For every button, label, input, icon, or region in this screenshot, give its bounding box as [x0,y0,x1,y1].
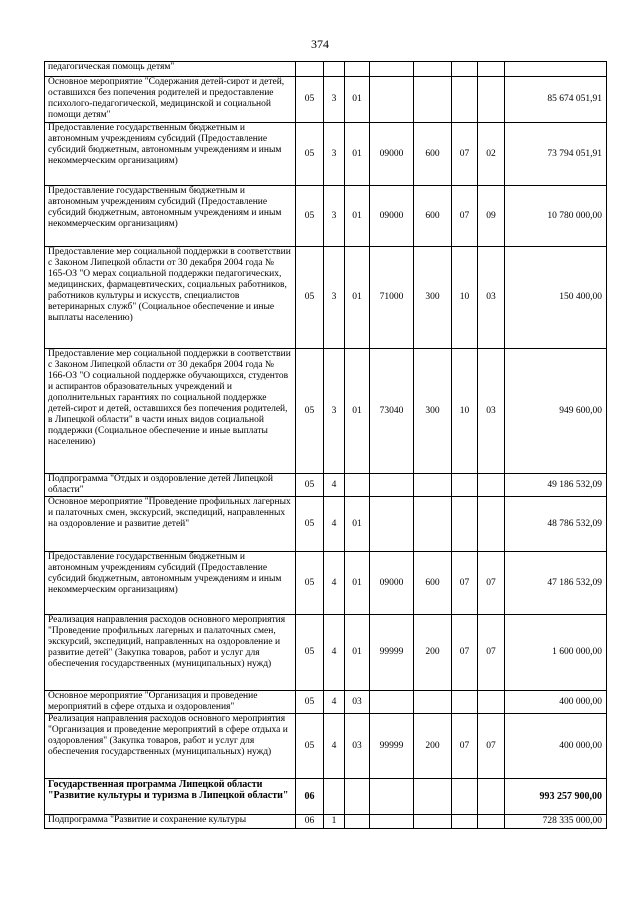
table-row [45,349,607,474]
subchapter-code [478,691,505,714]
row-description: Предоставление государственным бюджетным и автономным учреждениям субсидий (Предоставление субсидий бюджетным, автономным учреждениям и иным некоммерческим организациям) [45,186,296,247]
table-row [45,552,607,615]
chapter-code [452,474,478,497]
page-number: 374 [311,37,329,51]
section-code: 06 [296,779,324,815]
subchapter-code [478,77,505,123]
event-code: 01 [345,123,370,186]
subprogram-code: 4 [324,714,345,779]
subprogram-code: 4 [324,615,345,691]
direction-code: 09000 [370,186,414,247]
row-amount [505,62,607,77]
direction-code [370,497,414,552]
event-code: 01 [345,247,370,349]
section-code: 05 [296,186,324,247]
event-code [345,815,370,829]
row-amount: 400 000,00 [505,691,607,714]
subprogram-code: 3 [324,247,345,349]
row-description: Основное мероприятие "Проведение профильных лагерных и палаточных смен, экскурсий, экспедиций, направленных на оздоровление и развитие детей" [45,497,296,552]
row-description: Предоставление мер социальной поддержки в соответствии с Законом Липецкой области от 30 декабря 2004 года № 166-ОЗ "О социальной поддержке обучающихся, студентов и аспирантов образовательных учреждений и дополнительных гарантиях по социальной поддержке детей-сирот и детей, оставшихся без попечения родителей, в Липецкой области" в части иных видов социальной поддержки (Социальное обеспечение и иные выплаты населению) [45,349,296,474]
subprogram-code: 3 [324,349,345,474]
row-amount: 728 335 000,00 [505,815,607,829]
chapter-code: 10 [452,247,478,349]
expense-type-code: 300 [414,349,452,474]
table-row [45,779,607,815]
subchapter-code [478,62,505,77]
table-row [45,62,607,77]
subchapter-code [478,779,505,815]
subchapter-code: 03 [478,349,505,474]
direction-code [370,77,414,123]
table-row [45,247,607,349]
row-description: Предоставление государственным бюджетным и автономным учреждениям субсидий (Предоставление субсидий бюджетным, автономным учреждениям и иным некоммерческим организациям) [45,552,296,615]
table-row [45,123,607,186]
section-code: 05 [296,691,324,714]
chapter-code [452,779,478,815]
subchapter-code: 09 [478,186,505,247]
chapter-code: 07 [452,615,478,691]
table-row [45,815,607,829]
direction-code: 99999 [370,714,414,779]
event-code [345,779,370,815]
section-code: 05 [296,349,324,474]
direction-code: 09000 [370,552,414,615]
chapter-code: 07 [452,123,478,186]
row-amount: 85 674 051,91 [505,77,607,123]
event-code: 01 [345,552,370,615]
section-code: 05 [296,497,324,552]
direction-code: 99999 [370,615,414,691]
subchapter-code: 07 [478,615,505,691]
section-code: 05 [296,615,324,691]
section-code [296,62,324,77]
table-row [45,497,607,552]
row-amount: 48 786 532,09 [505,497,607,552]
table-row [45,615,607,691]
row-description: Основное мероприятие "Организация и проведение мероприятий в сфере отдыха и оздоровления" [45,691,296,714]
direction-code: 71000 [370,247,414,349]
subprogram-code: 3 [324,77,345,123]
expense-type-code: 200 [414,714,452,779]
subprogram-code: 4 [324,552,345,615]
event-code: 01 [345,349,370,474]
chapter-code: 10 [452,349,478,474]
row-description: Предоставление государственным бюджетным и автономным учреждениям субсидий (Предоставление субсидий бюджетным, автономным учреждениям и иным некоммерческим организациям) [45,123,296,186]
table-row [45,714,607,779]
row-description: педагогическая помощь детям" [45,62,296,77]
direction-code [370,779,414,815]
expense-type-code [414,77,452,123]
event-code: 01 [345,497,370,552]
subprogram-code: 1 [324,815,345,829]
event-code: 03 [345,714,370,779]
direction-code [370,815,414,829]
expense-type-code [414,474,452,497]
row-amount: 47 186 532,09 [505,552,607,615]
row-amount: 949 600,00 [505,349,607,474]
expense-type-code: 300 [414,247,452,349]
subchapter-code [478,497,505,552]
event-code [345,62,370,77]
row-description: Реализация направления расходов основного мероприятия "Проведение профильных лагерных и палаточных смен, экскурсий, экспедиций, направленных на оздоровление и развитие детей" (Закупка товаров, работ и услуг для обеспечения государственных (муниципальных) нужд) [45,615,296,691]
event-code: 01 [345,77,370,123]
chapter-code [452,691,478,714]
chapter-code: 07 [452,186,478,247]
section-code: 05 [296,552,324,615]
expense-type-code [414,62,452,77]
table-row [45,474,607,497]
expense-type-code [414,815,452,829]
expense-type-code: 600 [414,552,452,615]
direction-code [370,691,414,714]
row-amount: 150 400,00 [505,247,607,349]
chapter-code: 07 [452,714,478,779]
section-code: 05 [296,714,324,779]
row-description: Реализация направления расходов основного мероприятия "Организация и проведение мероприятий в сфере отдыха и оздоровления" (Закупка товаров, работ и услуг для обеспечения государственных (муниципальных) нужд) [45,714,296,779]
budget-table [44,61,607,829]
subprogram-code: 3 [324,186,345,247]
row-amount: 49 186 532,09 [505,474,607,497]
direction-code [370,474,414,497]
table-row [45,691,607,714]
row-amount: 73 794 051,91 [505,123,607,186]
section-code: 05 [296,474,324,497]
chapter-code [452,497,478,552]
section-code: 05 [296,247,324,349]
row-description: Основное мероприятие "Содержания детей-сирот и детей, оставшихся без попечения родителей и предоставление психолого-педагогической, медицинской и социальной помощи детям" [45,77,296,123]
subchapter-code: 07 [478,552,505,615]
row-amount: 400 000,00 [505,714,607,779]
chapter-code [452,62,478,77]
event-code [345,474,370,497]
event-code: 01 [345,186,370,247]
direction-code [370,62,414,77]
event-code: 01 [345,615,370,691]
event-code: 03 [345,691,370,714]
subchapter-code: 07 [478,714,505,779]
direction-code: 73040 [370,349,414,474]
row-description: Подпрограмма "Развитие и сохранение культуры [45,815,296,829]
row-description: Государственная программа Липецкой области "Развитие культуры и туризма в Липецкой области" [45,779,296,815]
expense-type-code [414,779,452,815]
subchapter-code: 03 [478,247,505,349]
expense-type-code: 600 [414,186,452,247]
row-amount: 10 780 000,00 [505,186,607,247]
section-code: 05 [296,123,324,186]
expense-type-code [414,691,452,714]
expense-type-code: 200 [414,615,452,691]
subprogram-code: 4 [324,497,345,552]
subchapter-code: 02 [478,123,505,186]
row-description: Подпрограмма "Отдых и оздоровление детей Липецкой области" [45,474,296,497]
subchapter-code [478,815,505,829]
subprogram-code: 3 [324,123,345,186]
subchapter-code [478,474,505,497]
row-amount: 993 257 900,00 [505,779,607,815]
table-row [45,77,607,123]
chapter-code: 07 [452,552,478,615]
subprogram-code [324,62,345,77]
subprogram-code: 4 [324,691,345,714]
direction-code: 09000 [370,123,414,186]
expense-type-code: 600 [414,123,452,186]
row-amount: 1 600 000,00 [505,615,607,691]
row-description: Предоставление мер социальной поддержки в соответствии с Законом Липецкой области от 30 декабря 2004 года № 165-ОЗ "О мерах социальной поддержки педагогических, медицинских, фармацевтических, социальных работников, работников культуры и искусств, специалистов ветеринарных служб" (Социальное обеспечение и иные выплаты населению) [45,247,296,349]
chapter-code [452,77,478,123]
section-code: 06 [296,815,324,829]
section-code: 05 [296,77,324,123]
chapter-code [452,815,478,829]
subprogram-code: 4 [324,474,345,497]
table-row [45,186,607,247]
expense-type-code [414,497,452,552]
subprogram-code [324,779,345,815]
